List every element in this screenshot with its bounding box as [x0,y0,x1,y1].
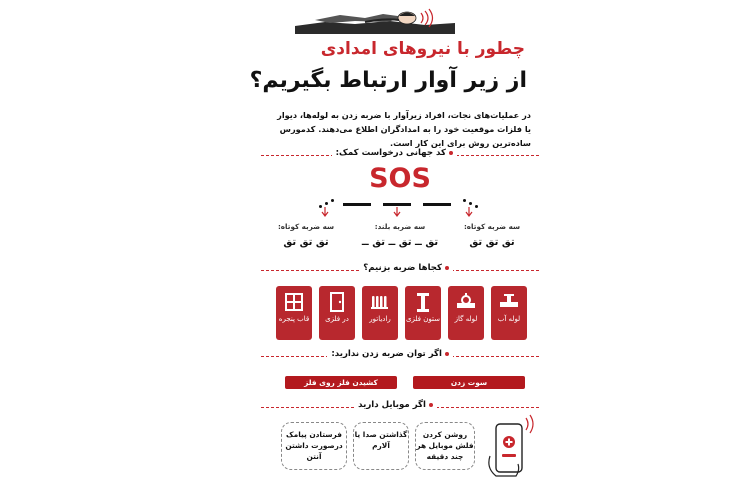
sos-text: SOS [369,163,431,194]
place-label: ستون فلزی [406,315,440,323]
knock-sound: تق تق تق [469,237,515,248]
knock-sound: تق ــ تق ــ تق ــ [361,237,439,248]
morse-dot [463,199,466,202]
knock-long-middle [359,222,441,248]
morse-arrows [303,207,503,221]
knock-desc: سه ضربه بلند: [374,222,426,231]
rubble-person-illustration [295,4,455,34]
code-heading-label: کد جهانی درخواست کمک: [332,148,457,158]
morse-code-sequence [303,194,503,220]
where-heading-label: کجاها ضربه بزنیم؟ [359,263,453,273]
metal-door-icon [326,291,348,313]
morse-dash [423,203,451,206]
place-label: لوله آب [497,315,521,323]
knock-places-row [273,286,527,342]
morse-dot [325,202,328,205]
morse-dot [469,202,472,205]
title-line-2: از زیر آوار ارتباط بگیریم؟ [249,68,527,93]
mobile-heading-label: اگر موبایل دارید [354,400,437,410]
alternative-whistle: سوت زدن [413,376,525,389]
mobile-tip-flashlight: روشن کردن فلش موبایل هر چند دقیقه [415,422,475,470]
place-label: در فلزی [325,315,349,323]
knock-desc: سه ضربه کوتاه: [277,222,335,231]
morse-dot [331,199,334,202]
knock-short-right [451,222,533,248]
alternative-metal-scrape: کشیدن فلز روی فلز [285,376,397,389]
where-section-heading [255,263,545,277]
code-section-heading [255,148,545,162]
place-window-frame [276,286,312,340]
metal-column-icon [412,291,434,313]
morse-dash [383,203,411,206]
cannot-section-heading [255,349,545,363]
title-line-1: چطور با نیروهای امدادی [320,39,525,59]
mobile-tip-sms: فرستادن پیامک درصورت داشتن آنتن [281,422,347,470]
intro-paragraph: در عملیات‌های نجات، افراد زیرآوار با ضربه زدن به لوله‌ها، دیوار یا فلزات موقعیت خود را به امدادگران اطلاع می‌دهند. کدمورس ساده‌ترین روش برای این کار است. [277,110,531,148]
place-metal-column [405,286,441,340]
place-label: رادیاتور [369,315,391,323]
knock-short-left [265,222,347,248]
radiator-icon [369,291,391,313]
cannot-heading-label: اگر توان ضربه زدن ندارید: [327,349,453,359]
knock-sound: تق تق تق [283,237,329,248]
mobile-tip-alarm: گذاشتن صدا یا آلارم [353,422,409,470]
place-radiator [362,286,398,340]
water-pipe-icon [498,291,520,313]
gas-pipe-icon [455,291,477,313]
place-label: قاب پنجره [278,315,310,323]
knock-desc: سه ضربه کوتاه: [463,222,521,231]
place-gas-pipe [448,286,484,340]
morse-dash [343,203,371,206]
infographic-poster [249,0,545,480]
place-metal-door [319,286,355,340]
window-frame-icon [283,291,305,313]
place-water-pipe [491,286,527,340]
hand-phone-icon [480,410,542,480]
place-label: لوله گاز [454,315,478,323]
